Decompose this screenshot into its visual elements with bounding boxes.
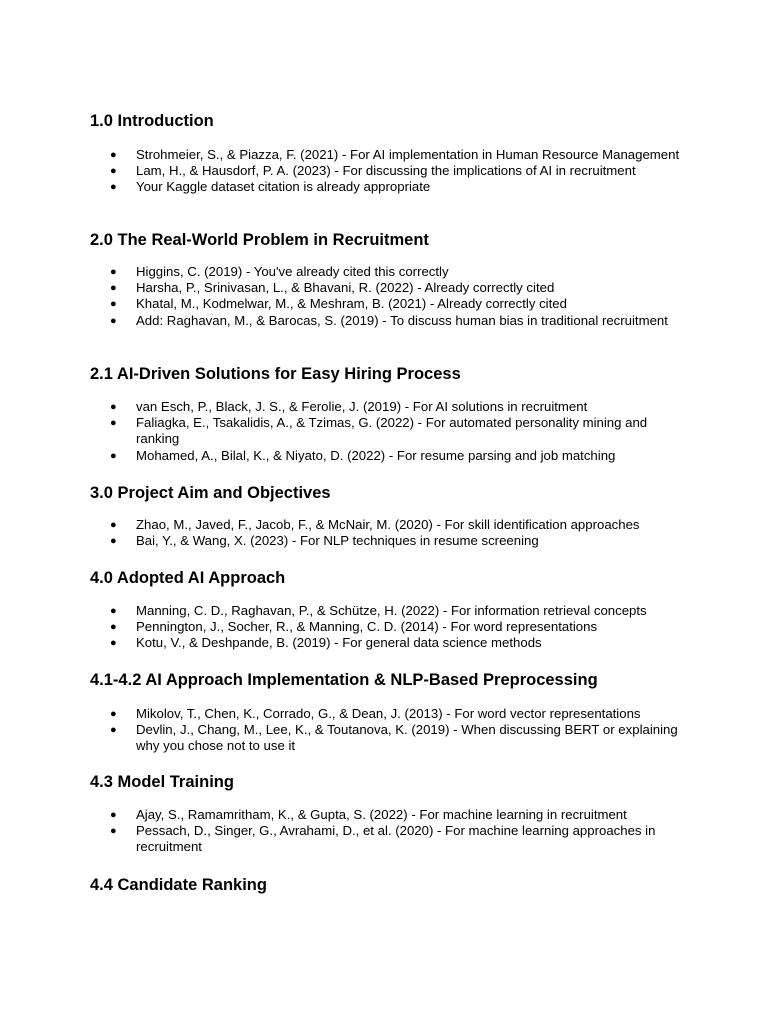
section-heading: 3.0 Project Aim and Objectives bbox=[90, 484, 331, 502]
list-item bbox=[90, 533, 690, 549]
section-heading: 4.0 Adopted AI Approach bbox=[90, 569, 286, 587]
section-ai-driven-solutions bbox=[90, 364, 690, 463]
list-item bbox=[90, 603, 690, 619]
section-project-aim bbox=[90, 483, 690, 549]
bullet-icon: ● bbox=[110, 535, 117, 548]
bullet-icon: ● bbox=[110, 314, 117, 327]
list-item bbox=[90, 517, 690, 533]
list-item-text: Faliagka, E., Tsakalidis, A., & Tzimas, G. (2022) - For automated personality mining and ranking bbox=[136, 415, 648, 447]
section-heading: 2.1 AI-Driven Solutions for Easy Hiring Process bbox=[90, 365, 461, 383]
list-item-text: Manning, C. D., Raghavan, P., & Schütze, H. (2022) - For information retrieval concepts bbox=[136, 603, 647, 618]
list-item bbox=[90, 635, 690, 651]
reference-list bbox=[90, 264, 690, 329]
bullet-icon: ● bbox=[110, 708, 117, 720]
bullet-icon: ● bbox=[110, 519, 117, 531]
list-item-text: Zhao, M., Javed, F., Jacob, F., & McNair, M. (2020) - For skill identification approaches bbox=[136, 517, 640, 532]
list-item-text: Mohamed, A., Bilal, K., & Niyato, D. (2022) - For resume parsing and job matching bbox=[136, 447, 616, 463]
bullet-icon: ● bbox=[110, 621, 117, 634]
list-item-text: Add: Raghavan, M., & Barocas, S. (2019) - To discuss human bias in traditional recruitment bbox=[136, 312, 668, 328]
section-real-world-problem bbox=[90, 230, 690, 328]
section-model-training bbox=[90, 772, 690, 855]
list-item-text: Pennington, J., Socher, R., & Manning, C. D. (2014) - For word representations bbox=[136, 619, 598, 635]
section-ai-implementation bbox=[90, 670, 690, 754]
section-heading: 4.3 Model Training bbox=[90, 773, 234, 791]
list-item bbox=[90, 448, 690, 464]
list-item bbox=[90, 619, 690, 635]
bullet-icon: ● bbox=[110, 724, 117, 737]
section-adopted-ai-approach bbox=[90, 568, 690, 651]
reference-list bbox=[90, 807, 690, 856]
bullet-icon: ● bbox=[110, 605, 117, 617]
reference-list bbox=[90, 399, 690, 464]
reference-list bbox=[90, 603, 690, 652]
section-heading: 4.1-4.2 AI Approach Implementation & NLP-Based Preprocessing bbox=[90, 671, 598, 689]
section-heading: 1.0 Introduction bbox=[90, 112, 214, 130]
list-item bbox=[90, 823, 690, 855]
bullet-icon: ● bbox=[110, 165, 117, 178]
list-item bbox=[90, 399, 690, 415]
list-item-text: Harsha, P., Srinivasan, L., & Bhavani, R. (2022) - Already correctly cited bbox=[136, 280, 555, 296]
list-item bbox=[90, 313, 690, 329]
list-item-text: Khatal, M., Kodmelwar, M., & Meshram, B. (2021) - Already correctly cited bbox=[136, 296, 567, 312]
list-item bbox=[90, 296, 690, 312]
list-item bbox=[90, 415, 690, 447]
reference-list bbox=[90, 706, 690, 755]
list-item bbox=[90, 163, 690, 179]
section-heading: 4.4 Candidate Ranking bbox=[90, 876, 267, 894]
list-item bbox=[90, 706, 690, 722]
bullet-icon: ● bbox=[110, 282, 117, 295]
list-item-text: Devlin, J., Chang, M., Lee, K., & Toutanova, K. (2019) - When discussing BERT or explaining why you chose not to use it bbox=[136, 722, 678, 754]
list-item-text: Bai, Y., & Wang, X. (2023) - For NLP techniques in resume screening bbox=[136, 533, 539, 549]
bullet-icon: ● bbox=[110, 417, 117, 430]
list-item-text: Pessach, D., Singer, G., Avrahami, D., et al. (2020) - For machine learning approaches in recruitment bbox=[136, 823, 656, 855]
bullet-icon: ● bbox=[110, 809, 117, 821]
bullet-icon: ● bbox=[110, 149, 117, 161]
bullet-icon: ● bbox=[110, 298, 117, 311]
list-item-text: van Esch, P., Black, J. S., & Ferolie, J. (2019) - For AI solutions in recruitment bbox=[136, 399, 588, 414]
section-candidate-ranking bbox=[90, 875, 690, 895]
list-item bbox=[90, 280, 690, 296]
reference-list bbox=[90, 147, 690, 196]
list-item bbox=[90, 807, 690, 823]
list-item-text: Mikolov, T., Chen, K., Corrado, G., & Dean, J. (2013) - For word vector representations bbox=[136, 706, 641, 721]
list-item-text: Your Kaggle dataset citation is already appropriate bbox=[136, 179, 431, 195]
bullet-icon: ● bbox=[110, 181, 117, 194]
list-item-text: Lam, H., & Hausdorf, P. A. (2023) - For discussing the implications of AI in recruitment bbox=[136, 163, 636, 179]
bullet-icon: ● bbox=[110, 637, 117, 650]
list-item-text: Ajay, S., Ramamritham, K., & Gupta, S. (2022) - For machine learning in recruitment bbox=[136, 807, 627, 822]
bullet-icon: ● bbox=[110, 266, 117, 278]
section-introduction bbox=[90, 111, 690, 195]
list-item-text: Strohmeier, S., & Piazza, F. (2021) - For AI implementation in Human Resource Management bbox=[136, 147, 680, 162]
list-item bbox=[90, 147, 690, 163]
bullet-icon: ● bbox=[110, 449, 117, 462]
bullet-icon: ● bbox=[110, 825, 117, 838]
section-heading: 2.0 The Real-World Problem in Recruitment bbox=[90, 231, 429, 249]
list-item bbox=[90, 264, 690, 280]
list-item bbox=[90, 722, 690, 754]
list-item-text: Higgins, C. (2019) - You've already cited this correctly bbox=[136, 264, 449, 279]
list-item bbox=[90, 179, 690, 195]
bullet-icon: ● bbox=[110, 401, 117, 413]
list-item-text: Kotu, V., & Deshpande, B. (2019) - For general data science methods bbox=[136, 635, 542, 651]
reference-list bbox=[90, 517, 690, 549]
